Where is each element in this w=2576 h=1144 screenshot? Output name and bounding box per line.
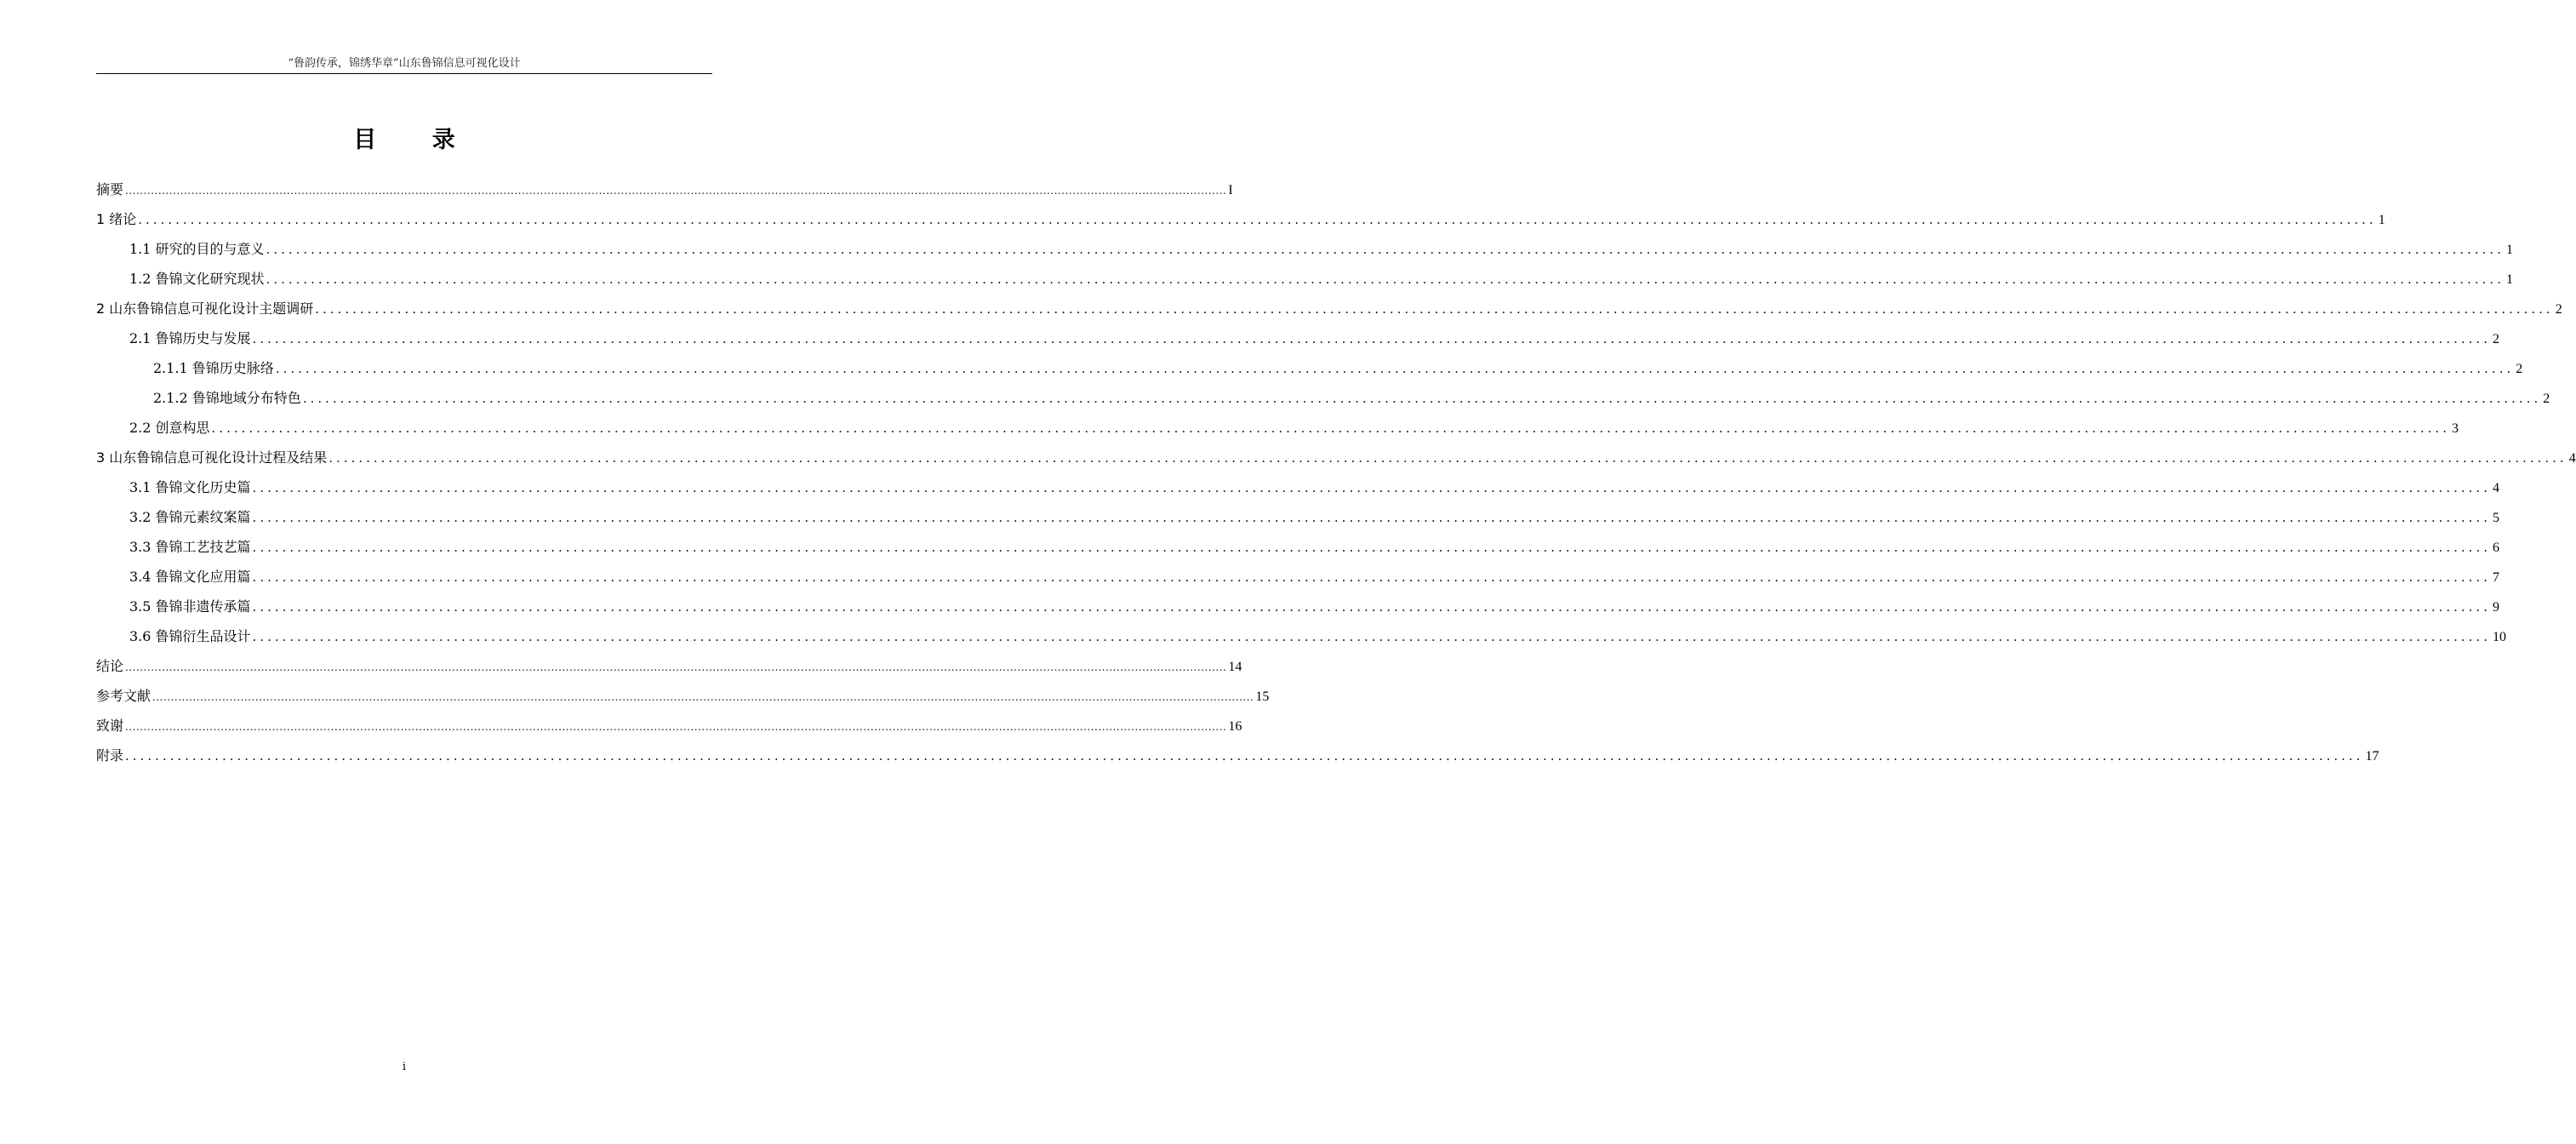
toc-dot-leader: ............................................................................................................................................................................................................................................................................................................ [266,272,2505,287]
toc-entry-label: 2.1 鲁锦历史与发展 [129,330,251,346]
toc-entry-label: 参考文献 [96,688,151,704]
toc-entry-label: 3.2 鲁锦元素纹案篇 [129,509,251,525]
toc-entry-label: 结论 [96,658,124,674]
toc-entry-label: 1.2 鲁锦文化研究现状 [129,271,265,287]
toc-dot-leader: ............................................................................................................................................................................................................................................................................................................ [252,629,2491,644]
toc-entry[interactable] [96,472,2499,502]
toc-entry-page: 2 [2492,332,2499,346]
toc-entry-label: 致谢 [96,718,124,734]
toc-entry[interactable] [96,383,2550,413]
toc-entry-page: 2 [2555,302,2562,317]
toc-dot-leader: ............................................................................................................................................................................................................................................................................................................ [252,331,2491,346]
toc-entry-page: 1 [2505,272,2513,287]
toc-entry-page: 4 [2492,481,2499,495]
toc-entry-page: 10 [2492,630,2506,644]
toc-dot-leader: ............................................................................................................................................................................................................................................................................................................ [315,301,2554,317]
toc-entry-page: 5 [2492,511,2499,525]
toc-entry-label: 1.1 研究的目的与意义 [129,241,265,257]
toc-dot-leader: ............................................................................................................................................................................................................................................................................................................ [125,748,2364,764]
toc-entry[interactable] [96,294,2562,323]
toc-entry-page: 14 [1228,660,1242,674]
toc-dot-leader: ............................................................................................................................................................................................................................................................................................................ [125,185,1227,197]
toc-dot-leader: ............................................................................................................................................................................................................................................................................................................ [252,510,2491,525]
toc-dot-leader: ............................................................................................................................................................................................................................................................................................................ [302,391,2542,406]
toc-entry-page: 15 [1255,689,1270,704]
toc-title: 目 录 [353,127,479,153]
toc-dot-leader: ............................................................................................................................................................................................................................................................................................................ [252,480,2491,495]
toc-entry[interactable] [96,741,2379,770]
toc-entry-page: 7 [2492,570,2499,585]
toc-entry[interactable] [96,502,2499,532]
toc-entry-label: 2 山东鲁锦信息可视化设计主题调研 [96,300,314,317]
toc-entry[interactable] [96,323,2499,353]
toc-entry-page: 1 [2378,213,2385,227]
toc-entry[interactable] [96,681,1270,711]
toc-dot-leader: ............................................................................................................................................................................................................................................................................................................ [125,721,1227,733]
page-header: “鲁韵传承，锦绣华章”山东鲁锦信息可视化设计 [96,56,712,74]
toc-entry[interactable] [96,532,2499,562]
toc-dot-leader: ............................................................................................................................................................................................................................................................................................................ [275,361,2515,376]
toc-entry-label: 2.1.1 鲁锦历史脉络 [153,360,274,376]
toc-dot-leader: ............................................................................................................................................................................................................................................................................................................ [252,540,2491,555]
toc-dot-leader: ............................................................................................................................................................................................................................................................................................................ [252,569,2491,585]
toc-entry-page: 2 [2516,362,2523,376]
toc-entry-label: 附录 [96,747,124,764]
toc-entry[interactable] [96,621,2506,651]
toc-dot-leader: ............................................................................................................................................................................................................................................................................................................ [252,599,2491,615]
toc-dot-leader: ............................................................................................................................................................................................................................................................................................................ [152,691,1254,703]
toc-entry[interactable] [96,174,1233,204]
toc-dot-leader: ............................................................................................................................................................................................................................................................................................................ [266,242,2505,257]
toc-dot-leader: ............................................................................................................................................................................................................................................................................................................ [125,661,1227,673]
toc-entry-page: 3 [2451,421,2459,436]
toc-entry[interactable] [96,562,2499,592]
toc-entry[interactable] [96,264,2513,294]
toc-entry[interactable] [96,353,2523,383]
toc-entry[interactable] [96,443,2576,472]
toc-entry-label: 3.5 鲁锦非遗传承篇 [129,598,251,615]
toc-entry[interactable] [96,413,2459,443]
toc-entry-label: 3.6 鲁锦衍生品设计 [129,628,251,644]
toc-entry-label: 摘要 [96,181,124,197]
page-number: i [402,1061,407,1073]
toc-entry-label: 3.4 鲁锦文化应用篇 [129,569,251,585]
toc-entry-page: 1 [2505,243,2513,257]
toc-entry[interactable] [96,711,1242,741]
toc-entry[interactable] [96,204,2385,234]
toc-entry-page: 6 [2492,541,2499,555]
toc-entry[interactable] [96,651,1242,681]
toc-entry-label: 3.3 鲁锦工艺技艺篇 [129,539,251,555]
toc-entry-page: 4 [2568,451,2576,466]
toc-entry-page: 17 [2365,749,2379,764]
toc-entry[interactable] [96,234,2513,264]
toc-entry-page: 2 [2543,392,2550,406]
toc-dot-leader: ............................................................................................................................................................................................................................................................................................................ [211,420,2450,436]
toc-entry-label: 2.2 创意构思 [129,420,210,436]
toc-entry-page: 9 [2492,600,2499,615]
toc-dot-leader: ............................................................................................................................................................................................................................................................................................................ [138,212,2377,227]
toc-entry-label: 2.1.2 鲁锦地域分布特色 [153,390,301,406]
toc-entry[interactable] [96,592,2499,621]
toc-entry-label: 1 绪论 [96,211,137,227]
toc-entry-label: 3 山东鲁锦信息可视化设计过程及结果 [96,449,328,466]
table-of-contents [96,174,2576,770]
toc-entry-page: 16 [1228,719,1242,734]
toc-dot-leader: ............................................................................................................................................................................................................................................................................................................ [328,450,2567,466]
toc-entry-label: 3.1 鲁锦文化历史篇 [129,479,251,495]
toc-entry-page: I [1228,183,1233,197]
